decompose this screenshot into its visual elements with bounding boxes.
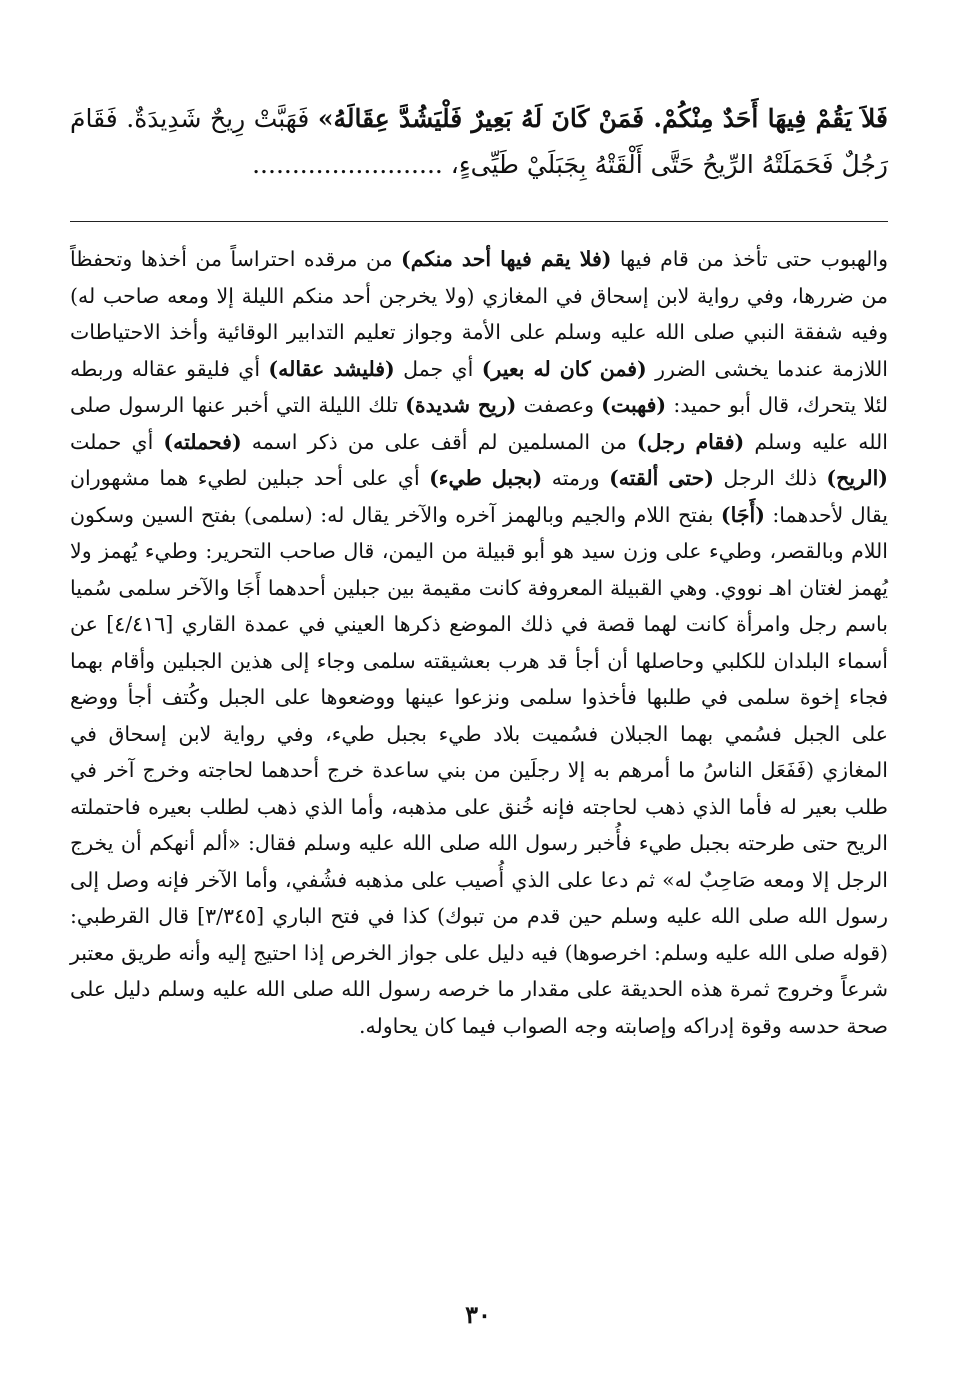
commentary-quote-bold: (فمن كان له بعير) (481, 356, 647, 381)
commentary-quote-bold: (فلا يقم فيها أحد منكم) (401, 247, 612, 271)
commentary-quote-bold: (حتى ألقته) (609, 466, 714, 490)
commentary-segment: أي جمل (394, 356, 482, 381)
commentary-segment: (فَفَعَل الناسُ ما أمرهم به إلا رجلَين من بني ساعدة خرج أحدهما لحاجته وخرج آخر في طلب بعير له فأما الذي ذهب لحاجته فإنه خُنق على مذهبه، وأما الذي ذهب لطلب بعيره فاحتملته الريح حتى طرحته بجبل طيء فأُخبر رسول الله صلى الله عليه وسلم فقال: «ألم أنهكم أن يخرج الرجل إلا ومعه صَاحِبٌ له» ثم دعا على الذي أُصيب على مذهبه فشُفي، وأما الآخر فإنه وصل إلى رسول الله صلى الله عليه وسلم حين قدم من تبوك) (70, 758, 888, 928)
commentary-text (70, 241, 888, 1044)
commentary-quote-bold: (بجبل طيء) (429, 466, 543, 490)
commentary-segment: أي فليقو عقاله وربطه لئلا يتحرك، قال أبو حميد: (70, 356, 888, 417)
page-number: ٣٠ (465, 1300, 491, 1329)
commentary-segment: بفتح اللام والجيم وبالهمز آخره والآخر يقال له: (سلمى) بفتح السين وسكون اللام وبالقصر، وطيء على وزن سيد هو أبو قبيلة من اليمن، قال صاحب التحرير: وطيء يُهمز ولا يُهمز لغتان اهـ نووي. وهي القبيلة المعروفة كانت مقيمة بين جبلين أحدهما أَجَا والآخر سلمى سُميا باسم رجل وامرأة كانت لهما قصة في ذلك الموضع ذكرها العيني في عمدة القاري [٤/٤١٦] عن أسماء البلدان للكلبي وحاصلها أن أجأ قد هرب بعشيقته سلمى وجاء إلى هذين الجبلين وأقام بهما فجاء إخوة سلمى في طلبها فأخذوا سلمى ونزعوا عينها ووضعوها على الجبل وكُتف أجأ ووضع على الجبل فسُمي بهما الجبلان فسُميت بلاد طيء بجبل طيء، وفي رواية لابن إسحاق في المغازي (70, 502, 888, 782)
commentary-segment: من مرقده احتراساً من أخذها وتحفظاً من ضررها، وفي رواية لابن إسحاق في المغازي (ولا يخرجن أحد منكم الليلة إلا ومعه صاحب له) وفيه شفقة النبي صلى الله عليه وسلم على الأمة وجواز تعليم التدابير الوقائية وأخذ الاحتياطات اللازمة عندما يخشى الضرر (70, 247, 888, 381)
commentary-segment: أي على أحد جبلين لطيء هما مشهوران يقال لأحدهما: (70, 466, 888, 527)
commentary-segment: ذلك الرجل (713, 466, 827, 490)
hadith-narration-segment: فَهَبَّتْ رِيحٌ شَدِيدَةٌ. فَقَامَ رَجُلٌ فَحَمَلَتْهُ الرِّيحُ حَتَّى أَلْقَتْهُ بِجَبَلَيْ طَيِّىءٍ، ........................ (70, 104, 888, 179)
commentary-segment: أي حملت (70, 429, 164, 454)
commentary-quote-bold: (فليشد عقاله) (268, 356, 395, 381)
commentary-quote-bold: (فقام رجل) (636, 429, 745, 454)
commentary-quote-bold: (ريح شديدة) (405, 393, 517, 417)
commentary-segment: كذا في فتح الباري [٣/٣٤٥] قال القرطبي: (قوله صلى الله عليه وسلم: اخرصوها) فيه دليل على جواز الخرص إذا احتيج إليه وأنه طريق معتبر شرعاً وخروج ثمرة هذه الحديقة على مقدار ما خرصه رسول الله صلى الله عليه وسلم دليل على صحة حدسه وقوة إدراكه وإصابته وجه الصواب فيما كان يحاوله. (70, 904, 888, 1038)
footnote-divider (70, 221, 888, 222)
commentary-segment: تلك الليلة التي أخبر عنها الرسول صلى الله عليه وسلم (70, 393, 889, 454)
hadith-text (70, 96, 888, 188)
commentary-quote-bold: (أَجَا) (720, 502, 765, 527)
commentary-quote-bold: (فهبت) (601, 393, 667, 417)
hadith-bold-segment: فَلاَ يَقُمْ فِيهَا أَحَدٌ مِنْكُمْ. فَمَنْ كَانَ لَهُ بَعِيرٌ فَلْيَشُدَّ عِقَالَهُ» (317, 104, 888, 133)
commentary-quote-bold: (الريح) (826, 466, 888, 490)
commentary-segment: والهبوب حتى تأخذ من قام فيها (611, 247, 888, 271)
commentary-segment: ورمته (542, 466, 610, 490)
commentary-quote-bold: (فحملته) (163, 429, 242, 454)
commentary-segment: وعصفت (516, 393, 602, 417)
commentary-segment: من المسلمين لم أقف على من ذكر اسمه (241, 429, 637, 454)
